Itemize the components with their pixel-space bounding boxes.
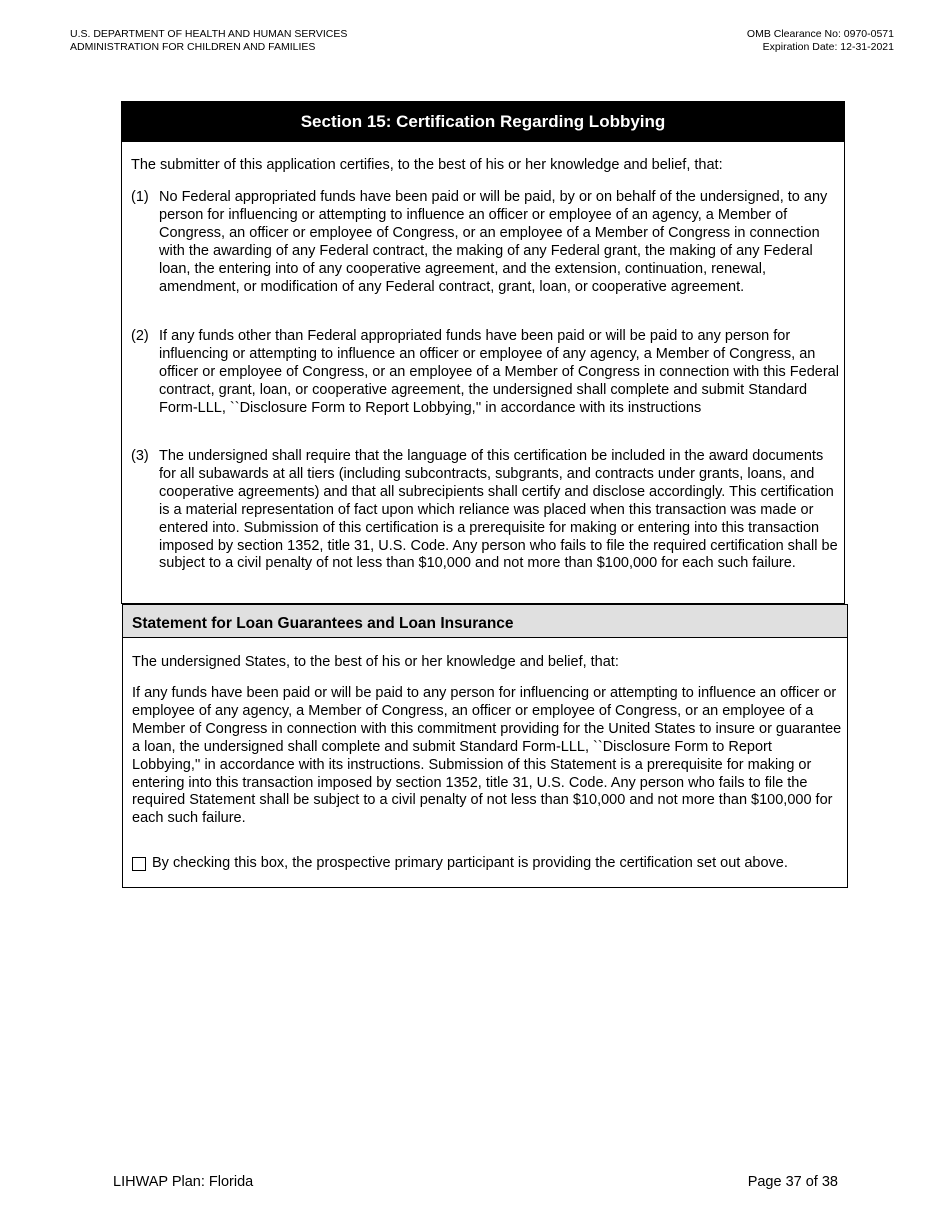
item-number: (2) [131,328,149,344]
certification-checkbox-row[interactable] [132,855,844,873]
item-text: If any funds other than Federal appropriated funds have been paid or will be paid to any person for influencing or attempting to influence an officer or employee of any agency, a Member of Congress, an officer or employee of Congress, or an employee of a Member of Congress in connection with this Federal contract, grant, loan, or cooperative agreement, the undersigned shall complete and submit Standard Form-LLL, ``Disclosure Form to Report Lobbying,'' in accordance with its instructions [159,328,839,416]
item-number: (3) [131,448,149,464]
header-expiration: Expiration Date: 12-31-2021 [762,40,894,53]
certification-checkbox[interactable] [132,857,146,871]
item-number: (1) [131,189,149,205]
header-agency [70,28,347,53]
loan-statement-title: Statement for Loan Guarantees and Loan Insurance [123,605,847,638]
header-omb [747,28,894,53]
loan-statement-paragraph: If any funds have been paid or will be paid to any person for influencing or attempting to influence an officer or employee of any agency, a Member of Congress, an officer or employee of Congress, or an employee of a Member of Congress in connection with this commitment providing for the United States to insure or guarantee a loan, the undersigned shall complete and submit Standard Form-LLL, ``Disclosure Form to Report Lobbying,'' in accordance with its instructions. Submission of this Statement is a prerequisite for making or entering into this transaction imposed by section 1352, title 31, U.S. Code. Any person who fails to file the required Statement shall be subject to a civil penalty of not less than $10,000 and not more than $100,000 for each such failure. [132,685,842,827]
item-text: The undersigned shall require that the language of this certification be included in the award documents for all subawards at all tiers (including subcontracts, subgrants, and contracts under grants, loans, and cooperative agreements) and that all subrecipients shall certify and disclose accordingly. This certification is a material representation of fact upon which reliance was placed when this transaction was made or entered into. Submission of this certification is a prerequisite for making or entering into this transaction imposed by section 1352, title 31, U.S. Code. Any person who fails to file the required certification shall be subject to a civil penalty of not less than $10,000 and not more than $100,000 for each such failure. [159,448,838,572]
certification-checkbox-label: By checking this box, the prospective primary participant is providing the certification set out above. [152,855,788,871]
section-15-box [121,101,845,604]
header-omb-clearance: OMB Clearance No: 0970-0571 [746,28,894,40]
section-15-intro: The submitter of this application certifies, to the best of his or her knowledge and belief, that: [131,157,723,173]
header-administration: ADMINISTRATION FOR CHILDREN AND FAMILIES [70,40,316,53]
section-15-title: Section 15: Certification Regarding Lobbying [122,102,844,142]
item-text: No Federal appropriated funds have been paid or will be paid, by or on behalf of the undersigned, to any person for influencing or attempting to influence an officer or employee of an agency, a Member of Congress, an officer or employee of Congress, or an employee of a Member of Congress in connection with the awarding of any Federal contract, the making of any Federal grant, the making of any Federal loan, the entering into of any cooperative agreement, and the extension, continuation, renewal, amendment, or modification of any Federal contract, grant, loan, or cooperative agreement. [159,189,828,295]
loan-statement-intro: The undersigned States, to the best of his or her knowledge and belief, that: [132,654,619,670]
loan-statement-box [122,604,848,888]
footer-page-number: Page 37 of 38 [747,1174,838,1190]
footer-plan-name: LIHWAP Plan: Florida [113,1174,254,1190]
header-department: U.S. DEPARTMENT OF HEALTH AND HUMAN SERVICES [70,28,348,40]
